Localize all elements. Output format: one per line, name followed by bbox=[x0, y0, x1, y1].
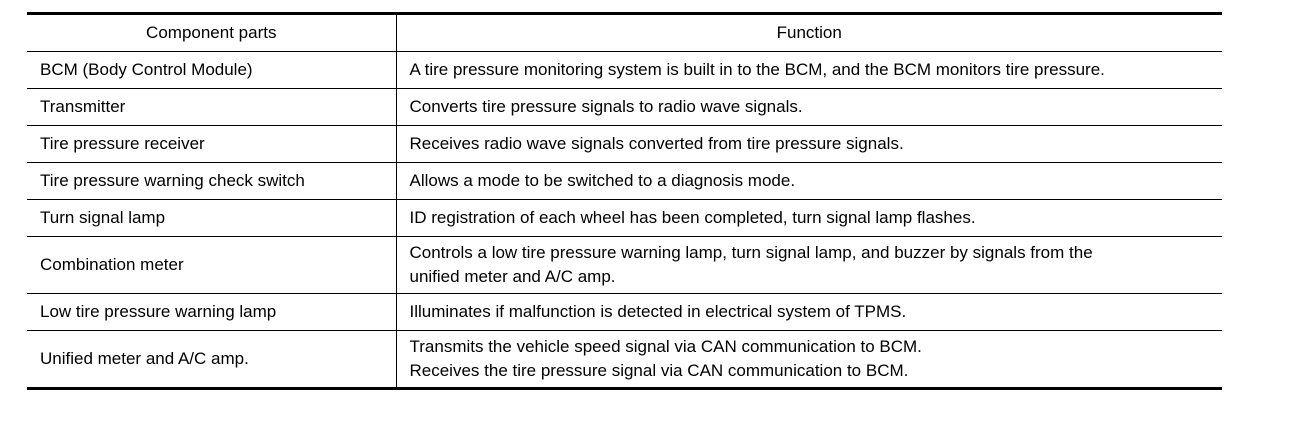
table-header-row bbox=[27, 14, 1222, 52]
table-row bbox=[27, 126, 1222, 163]
table-row bbox=[27, 163, 1222, 200]
component-part-cell: Unified meter and A/C amp. bbox=[27, 331, 396, 389]
component-function-table bbox=[27, 12, 1222, 390]
function-cell bbox=[396, 89, 1222, 126]
function-line: unified meter and A/C amp. bbox=[409, 267, 616, 286]
table-row bbox=[27, 200, 1222, 237]
function-cell bbox=[396, 237, 1222, 294]
function-cell bbox=[396, 331, 1222, 389]
function-line: Allows a mode to be switched to a diagnosis mode. bbox=[409, 171, 796, 190]
component-part-cell: Transmitter bbox=[27, 89, 396, 126]
function-line: Receives radio wave signals converted from tire pressure signals. bbox=[409, 134, 904, 153]
table-row bbox=[27, 331, 1222, 389]
function-line: ID registration of each wheel has been completed, turn signal lamp flashes. bbox=[409, 208, 976, 227]
function-line: Converts tire pressure signals to radio wave signals. bbox=[409, 97, 803, 116]
function-cell bbox=[396, 163, 1222, 200]
table-row bbox=[27, 294, 1222, 331]
function-line: Receives the tire pressure signal via CAN communication to BCM. bbox=[409, 361, 909, 380]
component-part-cell: BCM (Body Control Module) bbox=[27, 52, 396, 89]
function-line: Controls a low tire pressure warning lamp, turn signal lamp, and buzzer by signals from the bbox=[409, 243, 1093, 262]
table-row bbox=[27, 89, 1222, 126]
header-component-parts: Component parts bbox=[27, 14, 396, 52]
table-row bbox=[27, 237, 1222, 294]
function-cell bbox=[396, 52, 1222, 89]
function-line: Transmits the vehicle speed signal via CAN communication to BCM. bbox=[409, 337, 922, 356]
component-part-cell: Turn signal lamp bbox=[27, 200, 396, 237]
component-part-cell: Tire pressure warning check switch bbox=[27, 163, 396, 200]
function-line: Illuminates if malfunction is detected in electrical system of TPMS. bbox=[409, 302, 907, 321]
component-part-cell: Low tire pressure warning lamp bbox=[27, 294, 396, 331]
table-row bbox=[27, 52, 1222, 89]
function-cell bbox=[396, 126, 1222, 163]
header-function: Function bbox=[396, 14, 1222, 52]
function-cell bbox=[396, 294, 1222, 331]
function-line: A tire pressure monitoring system is built in to the BCM, and the BCM monitors tire pressure. bbox=[409, 60, 1105, 79]
component-part-cell: Combination meter bbox=[27, 237, 396, 294]
component-part-cell: Tire pressure receiver bbox=[27, 126, 396, 163]
function-cell bbox=[396, 200, 1222, 237]
